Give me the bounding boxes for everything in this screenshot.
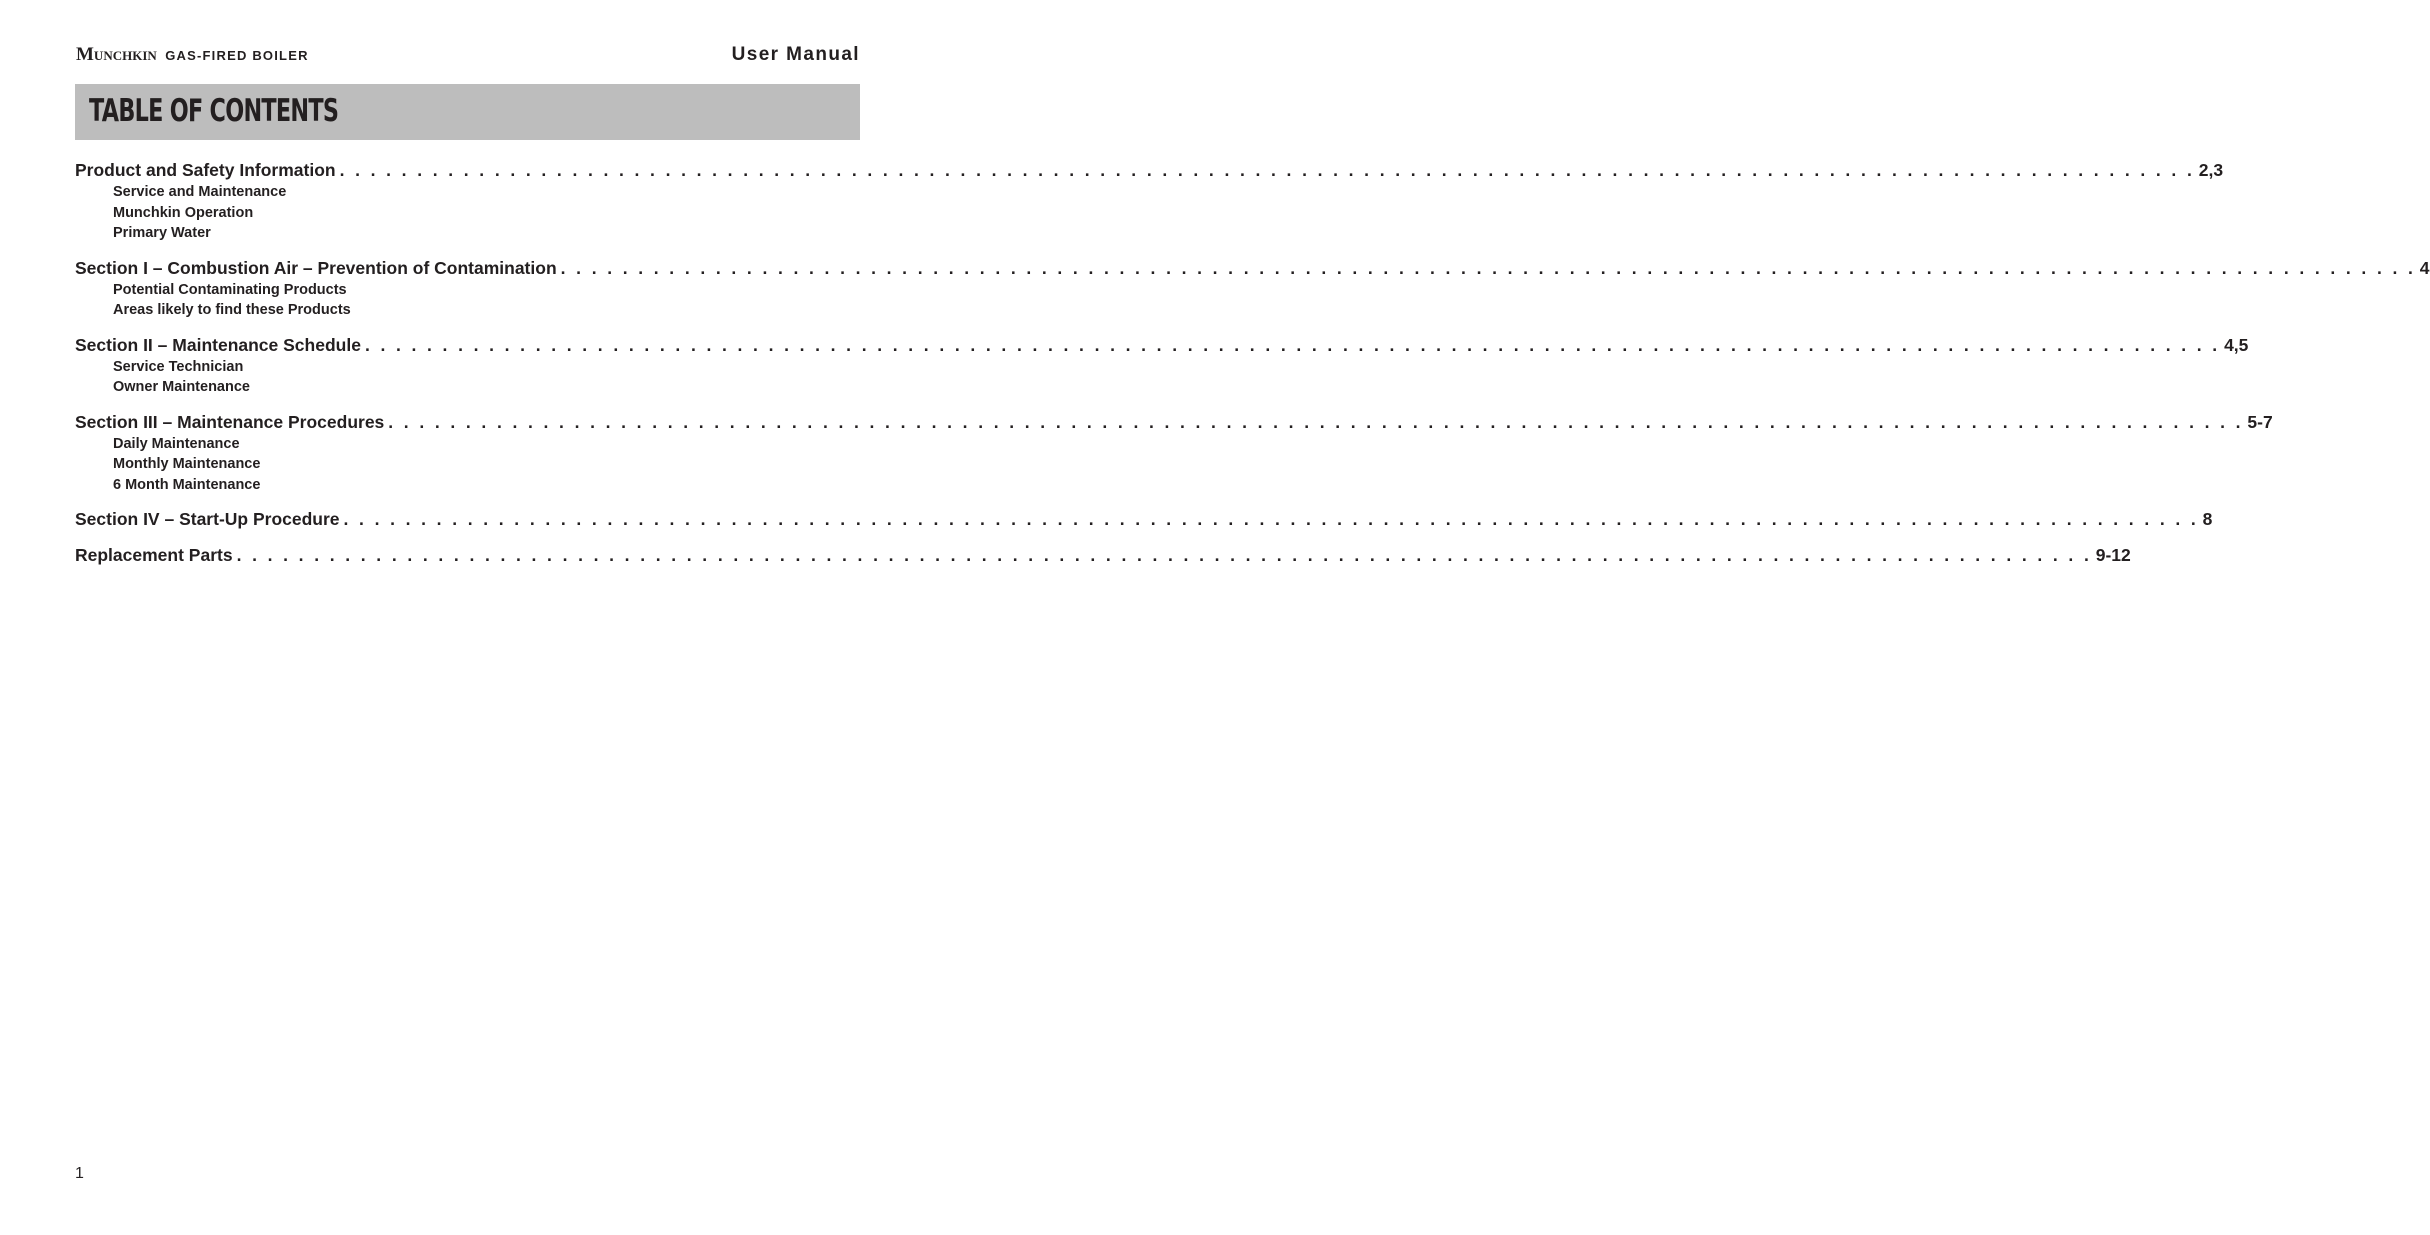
toc-section-title: Product and Safety Information bbox=[75, 160, 336, 180]
dot-leader: . . . . . . . . . . . . . . . . . . . . . . . . . . . . . . . . . . . . . . . . . . . . . . . . . . . . . . . . . . . . . . . . . . . . . . . . . . . . . . . . . . . . . . . . . . . . . . . . . . . . . . . . . . . . . . . . . . . . . . . . bbox=[339, 160, 2195, 180]
product-name: GAS-FIRED BOILER bbox=[165, 48, 309, 63]
toc-subentry[interactable]: Daily Maintenance bbox=[113, 435, 240, 452]
toc-entry[interactable] bbox=[75, 256, 2430, 321]
toc-page-ref: 9-12 bbox=[2095, 545, 2131, 565]
toc-subentry[interactable]: Areas likely to find these Products bbox=[113, 302, 351, 318]
toc-subentry[interactable]: Owner Maintenance bbox=[113, 379, 250, 395]
toc-entry[interactable] bbox=[75, 333, 2249, 398]
toc-page-ref: 2,3 bbox=[2198, 160, 2224, 180]
manual-title: User Manual bbox=[731, 44, 860, 65]
table-of-contents bbox=[75, 158, 2430, 579]
toc-entry-line[interactable] bbox=[75, 543, 2131, 567]
toc-section-title: Replacement Parts bbox=[75, 545, 233, 565]
toc-section-title: Combustion Air – Prevention of Contamination bbox=[167, 257, 557, 278]
page-header bbox=[76, 44, 860, 68]
toc-section-title: Start-Up Procedure bbox=[179, 509, 340, 529]
toc-page-ref: 8 bbox=[2202, 509, 2213, 529]
toc-entry[interactable] bbox=[75, 507, 2213, 531]
toc-section-prefix: Section IV – bbox=[75, 509, 175, 529]
toc-entry-label bbox=[75, 256, 557, 280]
toc-subentry[interactable]: Munchkin Operation bbox=[113, 204, 254, 221]
dot-leader: . . . . . . . . . . . . . . . . . . . . . . . . . . . . . . . . . . . . . . . . . . . . . . . . . . . . . . . . . . . . . . . . . . . . . . . . . . . . . . . . . . . . . . . . . . . . . . . . . . . . . . . . . . . . . . . . . . . . . . . . bbox=[343, 509, 2199, 529]
toc-entry[interactable] bbox=[75, 410, 2273, 496]
dot-leader: . . . . . . . . . . . . . . . . . . . . . . . . . . . . . . . . . . . . . . . . . . . . . . . . . . . . . . . . . . . . . . . . . . . . . . . . . . . . . . . . . . . . . . . . . . . . . . . . . . . . . . . . . . . . . . . . . . . . . . . . bbox=[364, 334, 2221, 355]
toc-subentry[interactable]: Primary Water bbox=[113, 225, 211, 241]
toc-subentries bbox=[75, 357, 860, 398]
dot-leader: . . . . . . . . . . . . . . . . . . . . . . . . . . . . . . . . . . . . . . . . . . . . . . . . . . . . . . . . . . . . . . . . . . . . . . . . . . . . . . . . . . . . . . . . . . . . . . . . . . . . . . . . . . . . . . . . . . . . . . . . bbox=[560, 257, 2416, 278]
toc-subentry[interactable]: Service Technician bbox=[113, 358, 244, 375]
toc-entry-label bbox=[75, 543, 233, 567]
toc-page-ref: 4 bbox=[2419, 257, 2430, 278]
brand bbox=[76, 44, 309, 66]
toc-entry-line[interactable] bbox=[75, 256, 2430, 280]
toc-subentry[interactable]: 6 Month Maintenance bbox=[113, 476, 261, 493]
toc-entry-label bbox=[75, 333, 361, 357]
toc-subentries bbox=[75, 434, 860, 496]
toc-banner bbox=[75, 84, 860, 140]
toc-entry[interactable] bbox=[75, 543, 2131, 567]
toc-section-prefix: Section III – bbox=[75, 411, 173, 432]
toc-subentry[interactable]: Service and Maintenance bbox=[113, 184, 287, 200]
toc-entry-line[interactable] bbox=[75, 333, 2249, 357]
toc-page-ref: 4,5 bbox=[2224, 334, 2249, 355]
dot-leader: . . . . . . . . . . . . . . . . . . . . . . . . . . . . . . . . . . . . . . . . . . . . . . . . . . . . . . . . . . . . . . . . . . . . . . . . . . . . . . . . . . . . . . . . . . . . . . . . . . . . . . . . . . . . . . . . . . . . . . . . bbox=[388, 411, 2244, 432]
toc-entry-label bbox=[75, 158, 336, 182]
toc-page-ref: 5-7 bbox=[2247, 411, 2273, 432]
toc-title: TABLE OF CONTENTS bbox=[89, 93, 339, 129]
toc-subentries bbox=[75, 280, 860, 321]
toc-section-title: Maintenance Schedule bbox=[172, 334, 361, 355]
toc-entry-label bbox=[75, 507, 340, 531]
toc-subentry[interactable]: Potential Contaminating Products bbox=[113, 281, 347, 298]
brand-logo: Munchkin bbox=[76, 44, 157, 65]
toc-subentries bbox=[75, 182, 860, 244]
toc-section-prefix: Section I – bbox=[75, 257, 163, 278]
toc-section-title: Maintenance Procedures bbox=[177, 411, 385, 432]
dot-leader: . . . . . . . . . . . . . . . . . . . . . . . . . . . . . . . . . . . . . . . . . . . . . . . . . . . . . . . . . . . . . . . . . . . . . . . . . . . . . . . . . . . . . . . . . . . . . . . . . . . . . . . . . . . . . . . . . . . . . . . . bbox=[236, 545, 2092, 565]
toc-section-prefix: Section II – bbox=[75, 334, 168, 355]
toc-entry-label bbox=[75, 410, 384, 434]
toc-entry[interactable] bbox=[75, 158, 2224, 244]
page-number: 1 bbox=[75, 1165, 84, 1182]
toc-entry-line[interactable] bbox=[75, 410, 2273, 434]
toc-entry-line[interactable] bbox=[75, 507, 2213, 531]
toc-subentry[interactable]: Monthly Maintenance bbox=[113, 456, 261, 472]
toc-entry-line[interactable] bbox=[75, 158, 2224, 182]
